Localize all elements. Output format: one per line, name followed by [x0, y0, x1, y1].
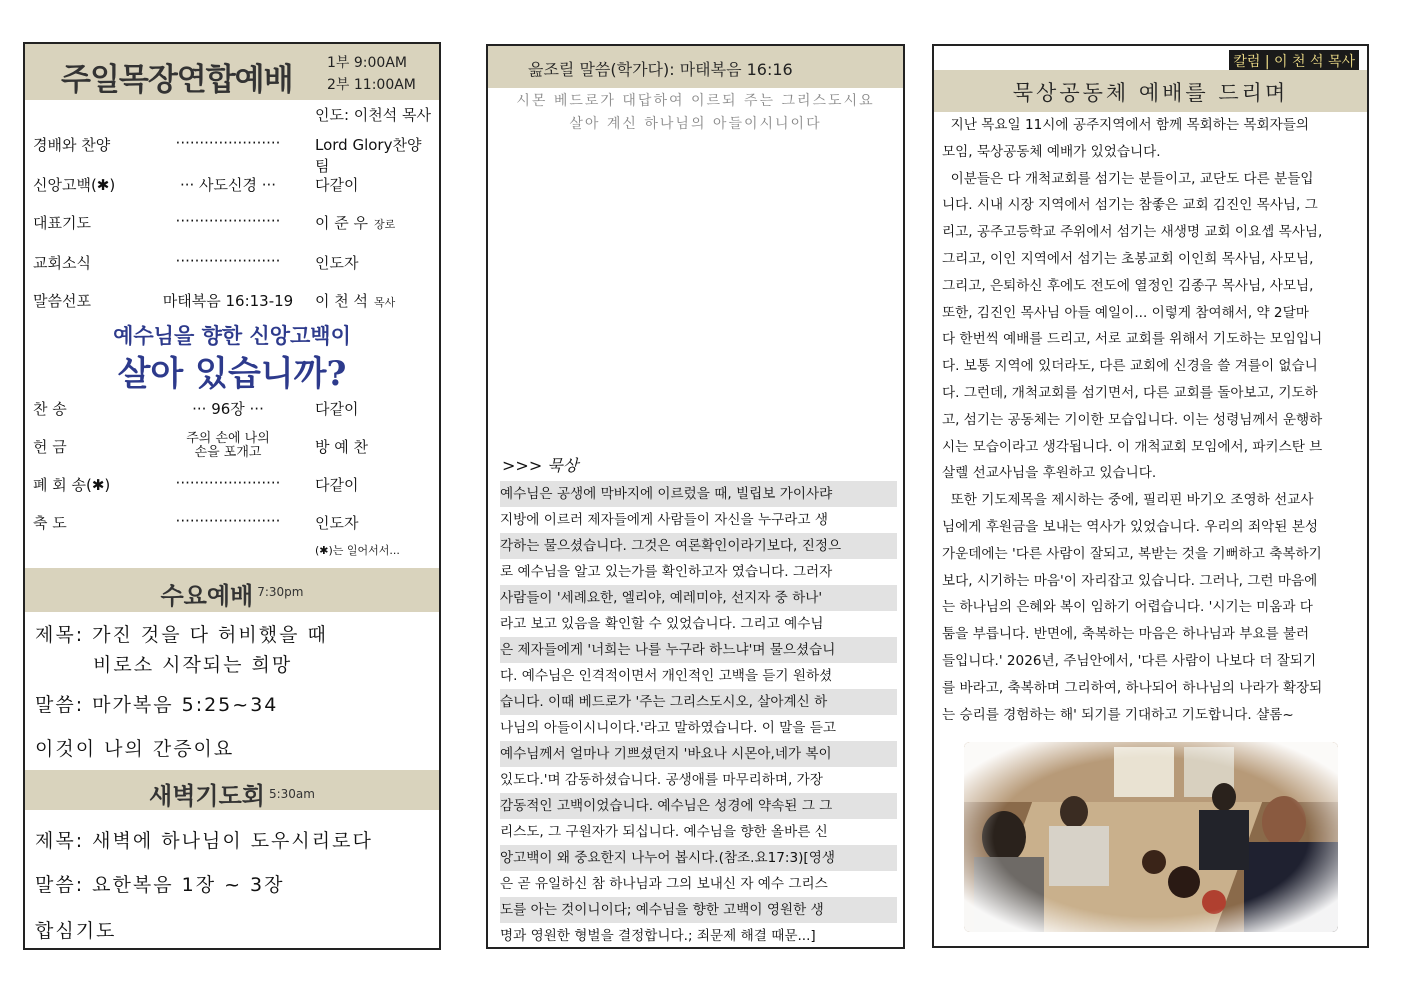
order-label: 축 도: [33, 514, 67, 532]
meditation-line: 은 제자들에게 '너희는 나를 누구라 하느냐'며 물으셨습니: [500, 637, 897, 663]
order-row: [33, 398, 433, 422]
meditation-line: 명과 영원한 형벌을 결정합니다.; 죄문제 해결 때문...]: [500, 928, 816, 944]
order-detail: ······················: [175, 252, 281, 270]
verse-line-2: 살아 계신 하나님의 아들이시니이다: [569, 116, 822, 132]
column-panel: [932, 44, 1369, 948]
verse-line-1: 시몬 베드로가 대답하여 이르되 주는 그리스도시요: [516, 93, 875, 109]
worship-leader: 인도: 이천석 목사: [315, 106, 432, 124]
sermon-theme-line2: 살아 있습니까?: [117, 354, 347, 394]
meditation-line: 다. 예수님은 인격적이면서 개인적인 고백을 듣기 원하셨: [500, 668, 833, 684]
column-line: 시는 모습이라고 생각됩니다. 이 개척교회 모임에서, 파키스탄 브: [942, 438, 1323, 455]
order-person-name: 이 천 석: [315, 292, 369, 310]
column-title: 묵상공동체 예배를 드리며: [1012, 81, 1289, 105]
order-person-name: 다같이: [315, 400, 359, 418]
column-line: 또한, 김진인 목사님 아들 예일이... 이렇게 참여해서, 약 2달마: [942, 304, 1309, 321]
order-person-name: 다같이: [315, 176, 359, 194]
order-person-name: 다같이: [315, 476, 359, 494]
order-row: [33, 134, 433, 175]
column-line: 그리고, 이인 지역에서 섬기는 초봉교회 이인희 목사님, 사모님,: [942, 250, 1314, 267]
meditation-line: 라고 보고 있음을 확인할 수 있었습니다. 그리고 예수님: [500, 616, 824, 632]
order-label: 폐 회 송(✱): [33, 476, 111, 494]
order-label: 대표기도: [33, 214, 91, 232]
meditation-line: 사람들이 '세례요한, 엘리야, 예레미야, 선지자 중 하나': [500, 585, 897, 611]
column-line: 가운데에는 '다른 사람이 잘되고, 복받는 것을 기뻐하고 축복하기: [942, 545, 1322, 562]
order-row: [33, 512, 433, 536]
column-line: 또한 기도제목을 제시하는 중에, 필리핀 바기오 조영하 선교사: [942, 492, 1314, 509]
standing-note: (✱)는 일어서서...: [315, 544, 400, 557]
order-person: [315, 212, 395, 233]
order-person: [315, 252, 364, 273]
wednesday-header: [25, 568, 439, 612]
order-row: [33, 474, 433, 498]
order-person-name: 인도자: [315, 514, 359, 532]
column-line: 보다, 시기하는 마음'이 자리잡고 있습니다. 그러나, 그런 마음에: [942, 572, 1318, 589]
dawn-time: 5:30am: [268, 787, 315, 801]
dawn-header: [25, 770, 439, 810]
order-person: [315, 134, 433, 176]
meditation-line: 있도다.'며 감동하셨습니다. 공생애를 마무리하며, 가장: [500, 772, 823, 788]
order-detail: 마태복음 16:13-19: [162, 292, 294, 310]
meditation-text: [500, 481, 897, 949]
order-person-name: 이 준 우: [315, 214, 369, 232]
order-detail: ······················: [175, 512, 281, 530]
wednesday-time: 7:30pm: [257, 585, 304, 599]
meditation-line: 각하는 물으셨습니다. 그것은 여론확인이라기보다, 진정으: [500, 533, 897, 559]
order-label: 찬 송: [33, 400, 67, 418]
column-line: 들입니다.' 2026년, 주님안에서, '다른 사람이 나보다 더 잘되기: [942, 652, 1317, 669]
meditation-line: 습니다. 이때 베드로가 '주는 그리스도시오, 살아계신 하: [500, 689, 897, 715]
column-line: 를 바라고, 축복하며 그리하여, 하나되어 하나님의 나라가 확장되: [942, 679, 1323, 696]
order-row: [33, 212, 433, 236]
order-label: 헌 금: [33, 438, 67, 456]
order-person: [315, 512, 358, 533]
wednesday-subject-cont: 비로소 시작되는 희망: [93, 654, 293, 676]
sunday-bulletin-panel: [23, 42, 441, 950]
column-line: 그리고, 은퇴하신 후에도 전도에 열정인 김종구 목사님, 사모님,: [942, 277, 1314, 294]
order-label: 말씀선포: [33, 292, 91, 310]
wednesday-subject: 제목: 가진 것을 다 허비했을 때: [35, 624, 328, 646]
meditation-line: 도를 아는 것이니이다; 예수님을 향한 고백이 영원한 생: [500, 897, 897, 923]
order-detail: ······················: [175, 474, 281, 492]
dawn-scripture: 말씀: 요한복음 1장 ~ 3장: [35, 874, 285, 896]
dawn-subject: 제목: 새벽에 하나님이 도우시리로다: [35, 830, 373, 852]
order-person: [315, 174, 364, 195]
order-person-title: 장로: [374, 218, 396, 231]
order-detail: ··· 96장 ···: [192, 400, 264, 418]
column-line: 툼을 부릅니다. 반면에, 축복하는 마음은 하나님과 부요를 불러: [942, 626, 1310, 643]
meditation-line: 예수님께서 얼마나 기쁘셨던지 '바요나 시몬아,네가 복이: [500, 741, 897, 767]
recitation-header: [488, 46, 903, 88]
column-header: [934, 70, 1367, 112]
recitation-title: 읊조릴 말씀(학가다): 마태복음 16:16: [528, 60, 793, 79]
meditation-label: >>> 묵상: [502, 456, 579, 475]
column-line: 모임, 묵상공동체 예배가 있었습니다.: [942, 143, 1161, 160]
order-person-title: 목사: [374, 296, 396, 309]
order-row: [33, 174, 433, 198]
meditation-line: 리스도, 그 구원자가 되십니다. 예수님을 향한 올바른 신: [500, 824, 828, 840]
order-person-name: 방 예 찬: [315, 438, 369, 456]
column-line: 님에게 후원금을 보내는 역사가 있었습니다. 우리의 죄악된 본성: [942, 518, 1318, 535]
meditation-line: 은 곧 유일하신 참 하나님과 그의 보내신 자 예수 그리스: [500, 876, 828, 892]
column-line: 살렐 선교사님을 후원하고 있습니다.: [942, 465, 1157, 482]
order-detail: ······················: [175, 212, 281, 230]
column-line: 다. 보통 지역에 있더라도, 다른 교회에 신경을 쓸 겨를이 없습니: [942, 358, 1318, 375]
column-line: 는 하나님의 은혜와 복이 임하기 어렵습니다. '시기는 미움과 다: [942, 599, 1313, 616]
fellowship-meal-photo: [964, 742, 1338, 932]
column-line: 는 승리를 경험하는 해' 되기를 기대하고 기도합니다. 샬롬~: [942, 706, 1294, 723]
order-label: 교회소식: [33, 254, 91, 272]
order-row: [33, 431, 433, 460]
meditation-line: 감동적인 고백이었습니다. 예수님은 성경에 약속된 그 그: [500, 793, 897, 819]
meditation-line: 앙고백이 왜 중요한지 나누어 봅시다.(참조.요17:3)[영생: [500, 845, 897, 871]
meditation-line: 로 예수님을 알고 있는가를 확인하고자 였습니다. 그러자: [500, 564, 833, 580]
order-person: [315, 398, 358, 419]
column-line: 이분들은 다 개척교회를 섬기는 분들이고, 교단도 다른 분들입: [942, 170, 1314, 187]
column-line: 니다. 시내 시장 지역에서 섬기는 참좋은 교회 김진인 목사님, 그: [942, 197, 1318, 214]
column-line: 지난 목요일 11시에 공주지역에서 함께 목회하는 목회자들의: [942, 117, 1310, 133]
order-person: [315, 474, 358, 495]
sunday-title: 주일목장연합예배: [61, 62, 293, 98]
order-label: 신앙고백(✱): [33, 176, 116, 194]
column-line: 다. 그런데, 개척교회를 섬기면서, 다른 교회를 돌아보고, 기도하: [942, 384, 1318, 401]
service-time-2: 2부 11:00AM: [327, 77, 416, 93]
column-line: 다 한번씩 예배를 드리고, 서로 교회를 위해서 기도하는 모임입니: [942, 331, 1323, 348]
order-person-name: Lord Glory찬양팀: [315, 136, 422, 175]
order-person-name: 인도자: [315, 254, 359, 272]
column-line: 고, 섬기는 공동체는 기이한 모습입니다. 이는 성령님께서 운행하: [942, 411, 1323, 428]
order-detail: ······················: [175, 134, 281, 152]
order-detail: 주의 손에 나의 손을 포개고: [186, 431, 270, 460]
column-line: 리고, 공주고등학교 주위에서 섬기는 새생명 교회 이요셉 목사님,: [942, 224, 1323, 241]
wednesday-scripture: 말씀: 마가복음 5:25~34: [35, 694, 279, 716]
order-person: [315, 436, 368, 457]
order-label: 경배와 찬양: [33, 136, 111, 154]
recitation-panel: [486, 44, 905, 949]
meditation-line: 지방에 이르러 제자들에게 사람들이 자신을 누구라고 생: [500, 512, 828, 528]
dawn-title: 새벽기도회: [149, 782, 265, 810]
meditation-line: 예수님은 공생에 막바지에 이르렀을 때, 빌립보 가이사랴: [500, 481, 897, 507]
wednesday-title: 수요예배: [160, 582, 254, 610]
order-row: [33, 252, 433, 276]
order-person: [315, 290, 395, 311]
wednesday-extra: 이것이 나의 간증이요: [35, 738, 235, 760]
sermon-theme-line1: 예수님을 향한 신앙고백이: [113, 324, 351, 348]
dawn-extra: 합심기도: [35, 920, 117, 942]
column-text: [942, 112, 1362, 728]
meditation-line: 나님의 아들이시니이다.'라고 말하였습니다. 이 말을 듣고: [500, 720, 837, 736]
service-time-1: 1부 9:00AM: [327, 55, 407, 71]
column-author: 칼럼 | 이 천 석 목사: [1229, 50, 1359, 72]
order-row: [33, 290, 433, 314]
order-detail: ··· 사도신경 ···: [179, 176, 277, 194]
sunday-header: [25, 44, 439, 100]
